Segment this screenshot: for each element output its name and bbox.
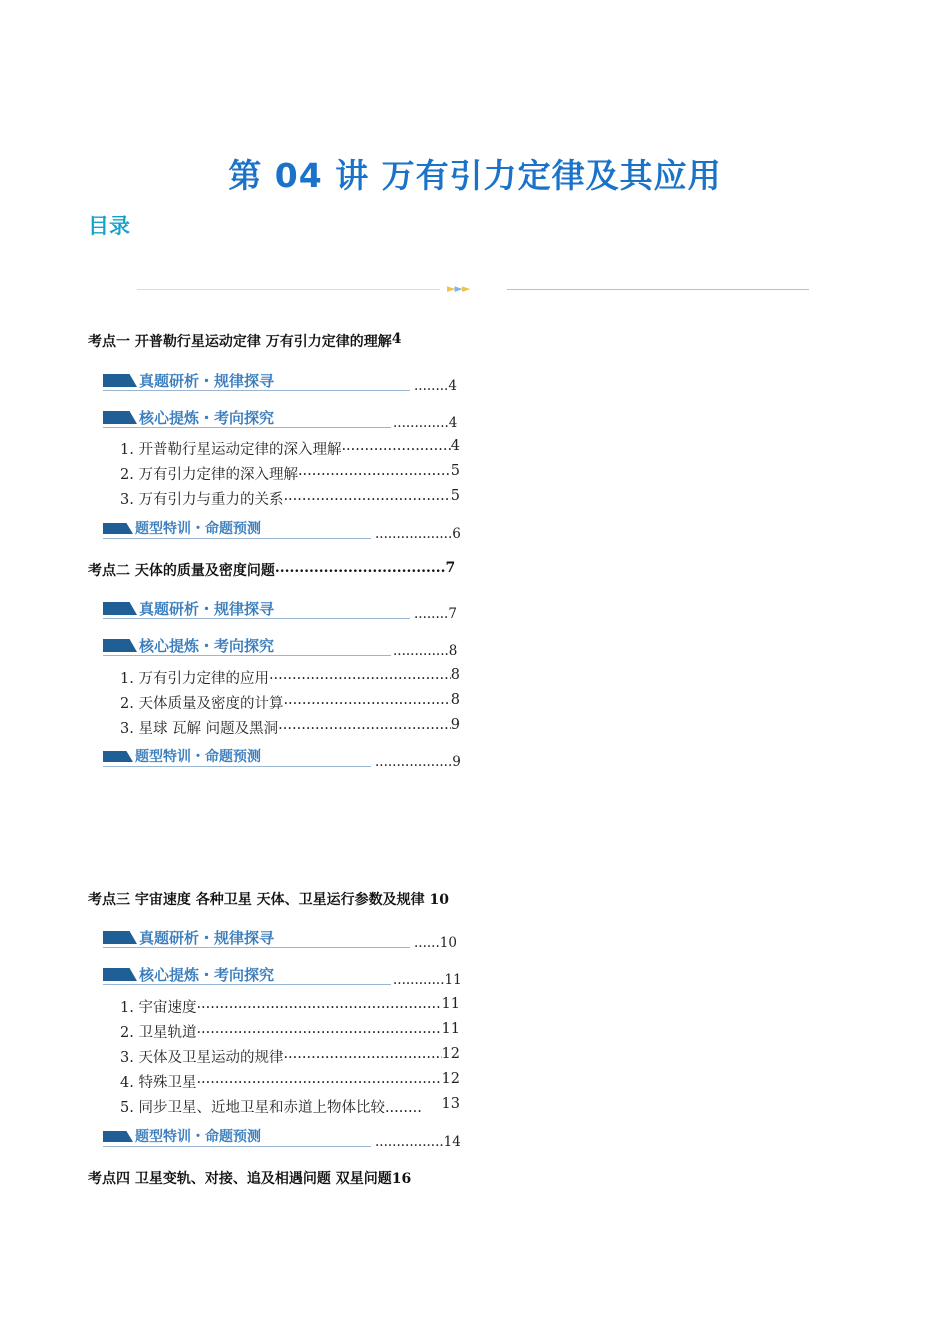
toc-sub-label: 题型特训・命题预测 bbox=[135, 749, 261, 765]
toc-heading-3[interactable]: 考点三 宇宙速度 各种卫星 天体、卫星运行参数及规律 10 bbox=[88, 892, 449, 908]
toc-heading-page: 4 bbox=[391, 331, 402, 347]
sub-underline bbox=[103, 390, 410, 391]
toc-item[interactable]: 2. 万有引力定律的深入理解 ..... 5 bbox=[120, 463, 460, 484]
toc-sub-page: ........4 bbox=[414, 378, 457, 394]
toc-item[interactable]: 3. 星球 瓦解 问题及黑洞 ..... 9 bbox=[120, 717, 460, 738]
sub-underline bbox=[103, 655, 391, 656]
toc-item[interactable]: 3. 万有引力与重力的关系 ..... 5 bbox=[120, 488, 460, 509]
toc-heading-4[interactable]: 考点四 卫星变轨、对接、追及相遇问题 双星问题16 bbox=[88, 1171, 412, 1187]
section-bar-icon bbox=[103, 411, 137, 424]
toc-sub-page: ..................9 bbox=[375, 754, 461, 770]
toc-sub-label: 核心提炼・考向探究 bbox=[139, 409, 275, 427]
toc-item[interactable]: 1. 开普勒行星运动定律的深入理解 ..... 4 bbox=[120, 438, 460, 459]
toc-sub-label: 核心提炼・考向探究 bbox=[139, 966, 275, 984]
section-bar-icon bbox=[103, 374, 137, 387]
sub-underline bbox=[103, 618, 410, 619]
sub-underline bbox=[103, 427, 391, 428]
toc-item[interactable]: 5. 同步卫星、近地卫星和赤道上物体比较........ 13 bbox=[120, 1096, 460, 1116]
sub-underline bbox=[103, 538, 371, 539]
toc-label: 目录 bbox=[88, 214, 130, 238]
toc-sub-label: 真题研析・规律探寻 bbox=[139, 929, 275, 947]
page-title: 第 04 讲 万有引力定律及其应用 bbox=[228, 156, 722, 195]
toc-item[interactable]: 1. 宇宙速度 ..... 11 bbox=[120, 996, 460, 1017]
toc-sub-page: ............11 bbox=[393, 972, 462, 988]
toc-sub-label: 题型特训・命题预测 bbox=[135, 1129, 261, 1145]
section-bar-icon bbox=[103, 1131, 133, 1142]
toc-item[interactable]: 3. 天体及卫星运动的规律 ..... 12 bbox=[120, 1046, 460, 1067]
sub-underline bbox=[103, 984, 391, 985]
toc-item[interactable]: 1. 万有引力定律的应用 ..... 8 bbox=[120, 667, 460, 688]
section-bar-icon bbox=[103, 931, 137, 944]
toc-item[interactable]: 2. 卫星轨道 ..... 11 bbox=[120, 1021, 460, 1042]
toc-sub-label: 真题研析・规律探寻 bbox=[139, 372, 275, 390]
toc-sub-page: .............4 bbox=[393, 415, 458, 431]
divider-right bbox=[507, 289, 809, 290]
toc-item[interactable]: 4. 特殊卫星 ..... 12 bbox=[120, 1071, 460, 1092]
toc-heading-text: 考点一 开普勒行星运动定律 万有引力定律的理解 bbox=[88, 334, 392, 350]
divider-left bbox=[137, 289, 440, 290]
section-bar-icon bbox=[103, 751, 133, 762]
sub-underline bbox=[103, 1146, 371, 1147]
toc-sub-page: ..................6 bbox=[375, 526, 461, 542]
toc-sub-label: 题型特训・命题预测 bbox=[135, 521, 261, 537]
toc-sub-page: ......10 bbox=[414, 935, 457, 951]
divider-arrows-icon: ►►► bbox=[447, 282, 470, 295]
toc-sub-label: 真题研析・规律探寻 bbox=[139, 600, 275, 618]
toc-sub-page: ........7 bbox=[414, 606, 457, 622]
section-bar-icon bbox=[103, 602, 137, 615]
section-bar-icon bbox=[103, 639, 137, 652]
toc-sub-label: 核心提炼・考向探究 bbox=[139, 637, 275, 655]
toc-heading-1[interactable] bbox=[88, 331, 402, 351]
sub-underline bbox=[103, 766, 371, 767]
sub-underline bbox=[103, 947, 410, 948]
section-bar-icon bbox=[103, 523, 133, 534]
toc-sub-page: .............8 bbox=[393, 643, 458, 659]
section-bar-icon bbox=[103, 968, 137, 981]
toc-sub-page: ................14 bbox=[375, 1134, 461, 1150]
toc-item[interactable]: 2. 天体质量及密度的计算 ..... 8 bbox=[120, 692, 460, 713]
toc-heading-2[interactable]: 考点二 天体的质量及密度问题 ................................... 7 bbox=[88, 560, 456, 579]
